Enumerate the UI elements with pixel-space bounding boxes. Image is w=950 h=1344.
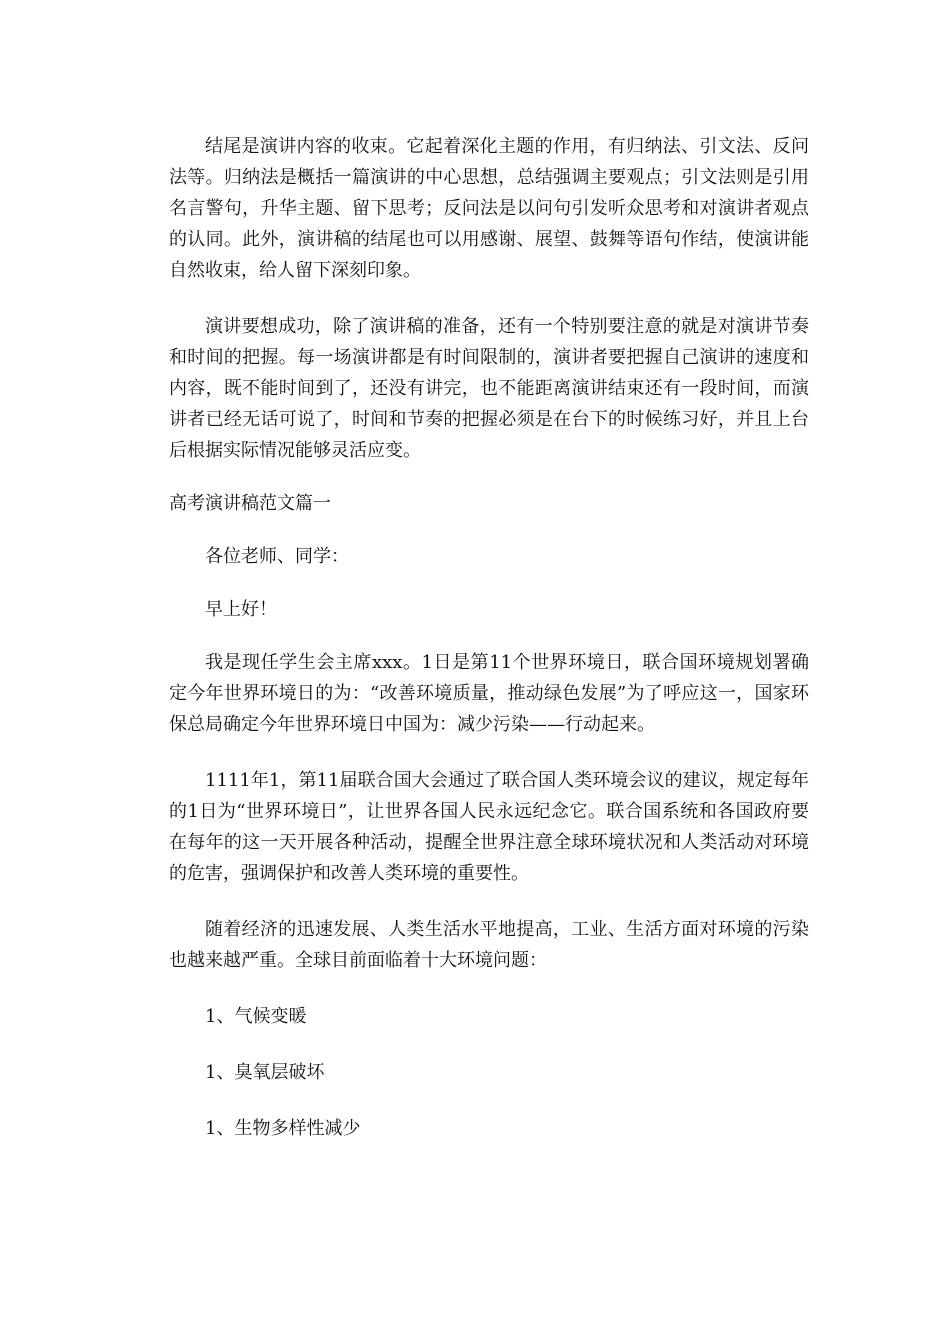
list-item: 1、臭氧层破坏: [205, 1062, 325, 1083]
paragraph-speech-timing: 演讲要想成功，除了演讲稿的准备，还有一个特别要注意的就是对演讲节奏和时间的把握。每一场演讲都是有时间限制的，演讲者要把握自己演讲的速度和内容，既不能时间到了，还没有讲完，也不能距离演讲结束还有一段时间，而演讲者已经无话可说了，时间和节奏的把握必须是在台下的时候练习好，并且上台后根据实际情况能够灵活应变。: [169, 316, 809, 461]
list-item: 1、生物多样性减少: [205, 1118, 361, 1139]
paragraph-introduction: 我是现任学生会主席xxx。1日是第11个世界环境日，联合国环境规划署确定今年世界环境日的为：“改善环境质量，推动绿色发展”为了呼应这一，国家环保总局确定今年世界环境日中国为：减少污染——行动起来。: [169, 652, 809, 735]
paragraph-speech-ending: 结尾是演讲内容的收束。它起着深化主题的作用，有归纳法、引文法、反问法等。归纳法是概括一篇演讲的中心思想，总结强调主要观点；引文法则是引用名言警句，升华主题、留下思考；反问法是以问句引发听众思考和对演讲者观点的认同。此外，演讲稿的结尾也可以用感谢、展望、鼓舞等语句作结，使演讲能自然收束，给人留下深刻印象。: [169, 136, 809, 281]
paragraph-pollution: 随着经济的迅速发展、人类生活水平地提高，工业、生活方面对环境的污染也越来越严重。全球目前面临着十大环境问题：: [169, 919, 809, 971]
list-item: 1、气候变暖: [205, 1006, 307, 1027]
paragraph-environment-day: 1111年1，第11届联合国大会通过了联合国人类环境会议的建议，规定每年的1日为“世界环境日”，让世界各国人民永远纪念它。联合国系统和各国政府要在每年的这一天开展各种活动，提醒全世界注意全球环境状况和人类活动对环境的危害，强调保护和改善人类环境的重要性。: [169, 770, 809, 884]
greeting: 早上好！: [205, 599, 277, 620]
salutation: 各位老师、同学：: [205, 546, 349, 567]
document-body: [169, 131, 809, 1144]
section-heading: 高考演讲稿范文篇一: [169, 493, 331, 514]
